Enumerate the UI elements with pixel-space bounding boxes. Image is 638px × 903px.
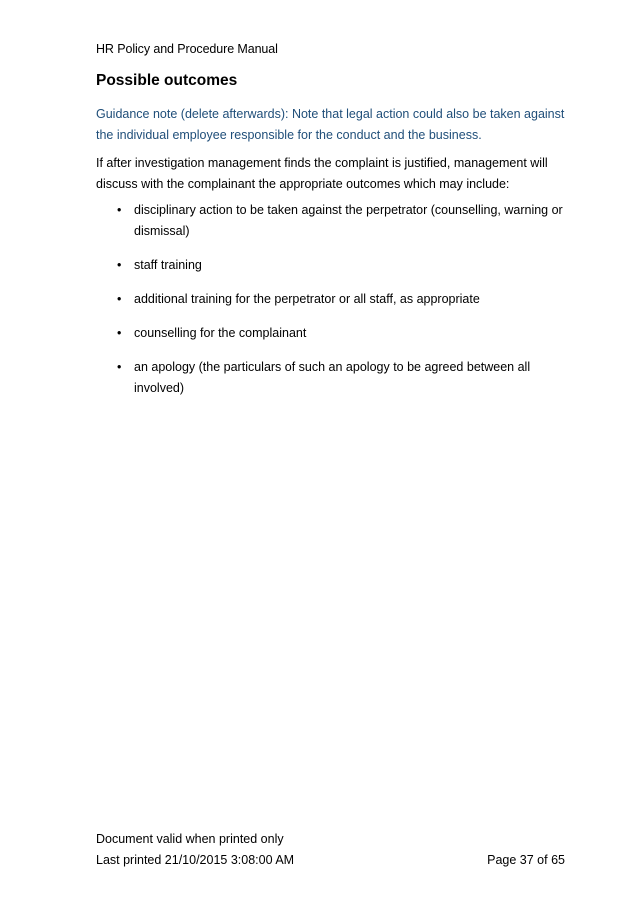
list-item-text: additional training for the perpetrator or all staff, as appropriate [134, 292, 480, 306]
list-item [96, 255, 576, 276]
bullet-icon: • [117, 326, 122, 340]
bullet-icon: • [117, 203, 122, 217]
page-header: HR Policy and Procedure Manual [96, 42, 278, 56]
bullet-icon: • [117, 258, 122, 272]
list-item-text: disciplinary action to be taken against the perpetrator (counselling, warning or dismissal) [134, 203, 563, 238]
footer-last-printed: Last printed 21/10/2015 3:08:00 AM [96, 853, 295, 867]
guidance-note: Guidance note (delete afterwards): Note that legal action could also be taken against the individual employee responsible for the conduct and the business. [96, 107, 565, 142]
bullet-icon: • [117, 360, 122, 374]
list-item-text: counselling for the complainant [134, 326, 307, 340]
footer-page-number: Page 37 of 65 [487, 853, 565, 867]
list-item [96, 200, 576, 242]
footer-validity-note: Document valid when printed only [96, 832, 284, 846]
list-item [96, 289, 576, 310]
list-item [96, 323, 576, 344]
outcomes-list [96, 200, 576, 412]
list-item-text: staff training [134, 258, 202, 272]
bullet-icon: • [117, 292, 122, 306]
section-heading: Possible outcomes [96, 72, 238, 89]
list-item-text: an apology (the particulars of such an apology to be agreed between all involved) [134, 360, 531, 395]
intro-paragraph: If after investigation management finds the complaint is justified, management will discuss with the complainant the appropriate outcomes which may include: [96, 156, 548, 191]
list-item [96, 357, 576, 399]
